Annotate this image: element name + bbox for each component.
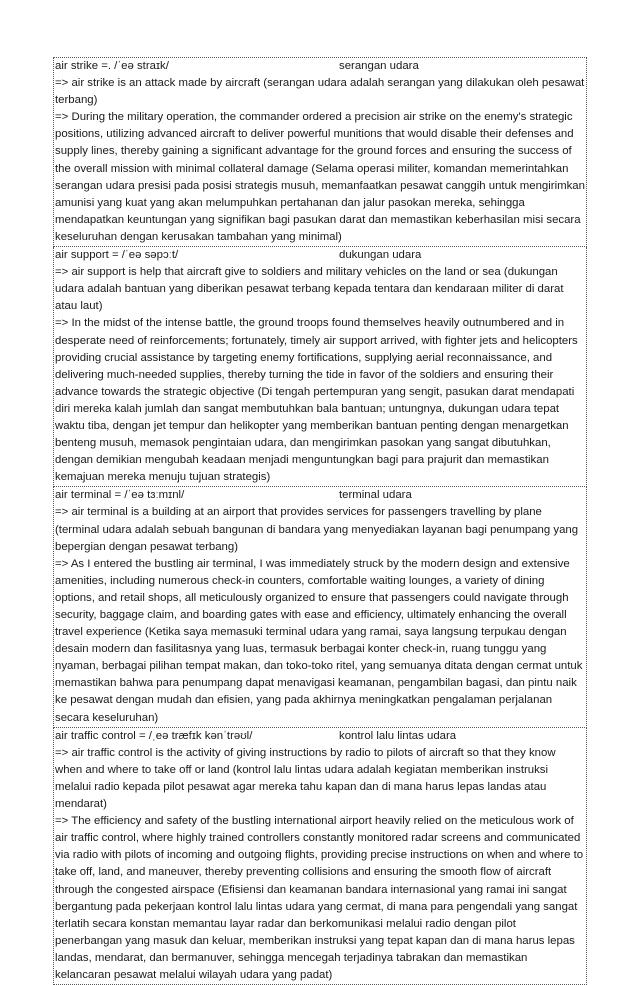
entry-definition: => air strike is an attack made by aircraft (serangan udara adalah serangan yang dilakukan oleh pesawat terbang) — [55, 77, 585, 107]
entry-definition: => air support is help that aircraft give to soldiers and military vehicles on the land or sea (dukungan udara adalah bantuan yang diberikan pesawat terbang kepada tentara dan kendaraan militer di darat atau laut) — [55, 266, 564, 313]
entry-example: => The efficiency and safety of the bustling international airport heavily relied on the meticulous work of air traffic control, where highly trained controllers constantly monitored radar screens and communicated via radio with pilots of incoming and outgoing flights, providing precise instructions on when and where to take off, land, and maneuver, thereby preventing collisions and ensuring the smooth flow of aircraft through the congested airspace (Efisiensi dan keamanan bandara internasional yang ramai ini sangat bergantung pada pekerjaan kontrol lalu lintas udara yang cermat, di mana para pengendali yang sangat terlatih secara konstan memantau layar radar dan berkomunikasi melalui radio dengan pilot penerbangan yang masuk dan keluar, memberikan instruksi yang tepat kapan dan di mana harus lepas landas, mendarat, dan bermanuver, sehingga mencegah terjadinya tabrakan dan memastikan kelancaran pesawat melalui wilayah udara yang padat) — [55, 815, 584, 981]
vocab-entry-air-strike — [53, 57, 587, 247]
entry-term: air traffic control = /ˌeə træfɪk kənˈtrəʊl/ — [55, 729, 253, 742]
entry-definition: => air terminal is a building at an airport that provides services for passengers travelling by plane (terminal udara adalah sebuah bangunan di bandara yang menyediakan layanan bagi penumpang yang bepergian dengan pesawat terbang) — [55, 506, 579, 553]
vocabulary-list — [53, 57, 587, 985]
entry-translation: terminal udara — [339, 489, 412, 502]
entry-header — [55, 487, 585, 504]
vocab-entry-air-traffic-control — [53, 728, 587, 985]
entry-example: => During the military operation, the commander ordered a precision air strike on the enemy's strategic positions, utilizing advanced aircraft to deliver powerful munitions that would disable their defenses and supply lines, thereby gaining a significant advantage for the ground forces and ensuring the success of the overall mission with minimal collateral damage (Selama operasi militer, komandan memerintahkan serangan udara presisi pada posisi strategis musuh, memanfaatkan pesawat canggih untuk mengirimkan amunisi yang kuat yang akan melumpuhkan pertahanan dan jalur pasokan mereka, sehingga mendapatkan keuntungan yang signifikan bagi pasukan darat dan memastikan keberhasilan misi secara keseluruhan dengan kerusakan tambahan yang minimal) — [55, 111, 585, 243]
entry-definition: => air traffic control is the activity of giving instructions by radio to pilots of aircraft so that they know when and where to take off or land (kontrol lalu lintas udara adalah kegiatan memberikan instruksi melalui radio kepada pilot pesawat agar mereka tahu kapan dan di mana harus lepas landas atau mendarat) — [55, 746, 556, 811]
entry-term: air terminal = /ˈeə tɜːmɪnl/ — [55, 489, 185, 502]
entry-translation: kontrol lalu lintas udara — [339, 729, 457, 742]
entry-header — [55, 247, 585, 264]
entry-header — [55, 728, 585, 745]
vocab-entry-air-support — [53, 247, 587, 487]
entry-translation: dukungan udara — [339, 249, 422, 262]
entry-translation: serangan udara — [339, 60, 419, 72]
vocab-entry-air-terminal — [53, 487, 587, 727]
entry-term: air support = /ˈeə səpɔːt/ — [55, 249, 179, 262]
entry-header — [55, 58, 585, 75]
entry-term: air strike =. /ˈeə straɪk/ — [55, 60, 169, 72]
entry-example: => In the midst of the intense battle, the ground troops found themselves heavily outnumbered and in desperate need of reinforcements; fortunately, timely air support arrived, with fighter jets and helicopters providing crucial assistance by targeting enemy fortifications, supplying aerial reconnaissance, and delivering much-needed supplies, thereby turning the tide in favor of the soldiers and ensuring their advance towards the strategic objective (Di tengah pertempuran yang sengit, pasukan darat mendapati diri mereka kalah jumlah dan sangat membutuhkan bala bantuan; untungnya, dukungan udara tepat waktu tiba, dengan jet tempur dan helikopter yang memberikan bantuan penting dengan menargetkan benteng musuh, memasok pengintaian udara, dan mengirimkan pasokan yang sangat dibutuhkan, dengan demikian mengubah keadaan menjadi menguntungkan bagi para prajurit dan memastikan kemajuan mereka menuju tujuan strategis) — [55, 317, 578, 484]
entry-example: => As I entered the bustling air terminal, I was immediately struck by the modern design and extensive amenities, including numerous check-in counters, comfortable waiting lounges, a variety of dining options, and retail shops, all meticulously organized to ensure that passengers could navigate through security, baggage claim, and boarding gates with ease and efficiency, ultimately enhancing the overall travel experience (Ketika saya memasuki terminal udara yang ramai, saya langsung terpukau dengan desain modern dan fasilitasnya yang luas, termasuk berbagai konter check-in, ruang tunggu yang nyaman, berbagai pilihan tempat makan, dan toko-toko ritel, yang semuanya ditata dengan cermat untuk memastikan bahwa para penumpang dapat menavigasi keamanan, pengambilan bagasi, dan pintu naik ke pesawat dengan mudah dan efisien, yang pada akhirnya meningkatkan pengalaman perjalanan secara keseluruhan) — [55, 557, 583, 724]
